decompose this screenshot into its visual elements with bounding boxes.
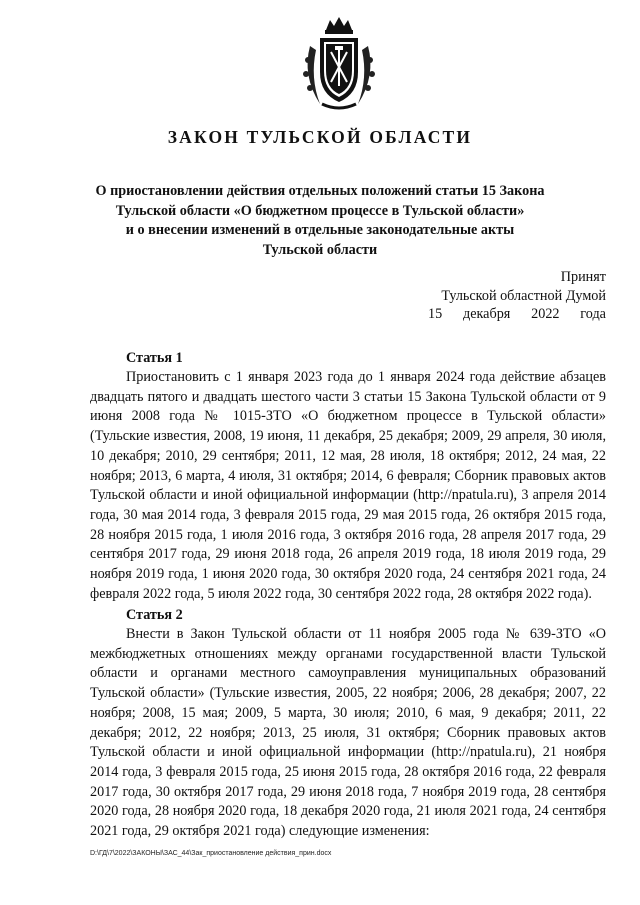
article-1-text: Приостановить с 1 января 2023 года до 1 января 2024 года действие абзацев двадцать пятого и двадцать шестого части 3 статьи 15 Закона Тульской области от 9 июня 2008 года № 1015-ЗТО «О бюджетном процессе в Тульской области» (Тульские известия, 2008, 19 июня, 11 декабря, 25 декабря; 2009, 29 апреля, 30 июля, 10 декабря; 2010, 29 сентября; 2011, 12 мая, 28 июля, 18 октября; 2012, 24 мая, 22 ноября; 2013, 6 марта, 4 июля, 31 октября; 2014, 6 февраля; Сборник правовых актов Тульской области и иной официальной информации (http://npatula.ru), 3 апреля 2014 года, 30 мая 2014 года, 3 февраля 2015 года, 29 мая 2015 года, 26 октября 2015 года, 28 ноября 2015 года, 1 июля 2016 года, 3 октября 2016 года, 28 апреля 2017 года, 29 сентября 2017 года, 29 июня 2018 года, 26 апреля 2019 года, 18 июля 2019 года, 29 ноября 2019 года, 1 июня 2020 года, 30 октября 2020 года, 24 сентября 2021 года, 24 февраля 2022 года, 5 июля 2022 года, 30 сентября 2022 года, 28 октября 2022 года). (90, 369, 606, 602)
adoption-day: 15 (428, 306, 443, 322)
law-subject (80, 182, 560, 260)
subject-line: Тульской области (262, 241, 378, 258)
subject-line: О приостановлении действия отдельных положений статьи 15 Закона (95, 183, 545, 199)
adopting-body: Тульской областной Думой (441, 288, 606, 304)
subject-line: и о внесении изменений в отдельные законодательные акты (125, 222, 515, 238)
article-2-heading: Статья 2 (126, 607, 183, 623)
law-title: ЗАКОН ТУЛЬСКОЙ ОБЛАСТИ (167, 127, 473, 147)
adoption-block (441, 268, 606, 306)
tula-coat-of-arms-emblem (296, 16, 382, 114)
adoption-year: 2022 (531, 306, 560, 322)
file-path-footer: D:\ГД\7\2022\ЗАКОНЫ\ЗАС_44\Зак_приостановление действия_прин.docx (90, 850, 332, 857)
adoption-month: декабря (462, 306, 511, 322)
subject-line: Тульской области «О бюджетном процессе в Тульской области» (115, 202, 525, 219)
article-1-heading: Статья 1 (126, 350, 183, 366)
article-2-text: Внести в Закон Тульской области от 11 ноября 2005 года № 639-ЗТО «О межбюджетных отношениях между органами государственной власти Тульской области и органами местного самоуправления муниципальных образований Тульской области» (Тульские известия, 2005, 22 ноября; 2006, 28 декабря; 2007, 22 ноября; 2008, 15 мая; 2009, 5 марта, 30 июля; 2010, 6 мая, 9 декабря; 2011, 22 декабря; 2012, 22 ноября; 2013, 25 июля, 31 октября; Сборник правовых актов Тульской области и иной официальной информации (http://npatula.ru), 21 ноября 2014 года, 3 февраля 2015 года, 25 июня 2015 года, 28 октября 2016 года, 22 февраля 2017 года, 30 октября 2017 года, 29 июня 2018 года, 7 ноября 2019 года, 28 сентября 2020 года, 28 ноября 2020 года, 18 декабря 2020 года, 21 июля 2021 года, 24 сентября 2021 года, 29 октября 2021 года) следующие изменения: (90, 626, 606, 840)
adopted-label: Принят (560, 269, 606, 285)
adoption-year-word: года (580, 306, 606, 322)
adoption-date (428, 306, 606, 323)
